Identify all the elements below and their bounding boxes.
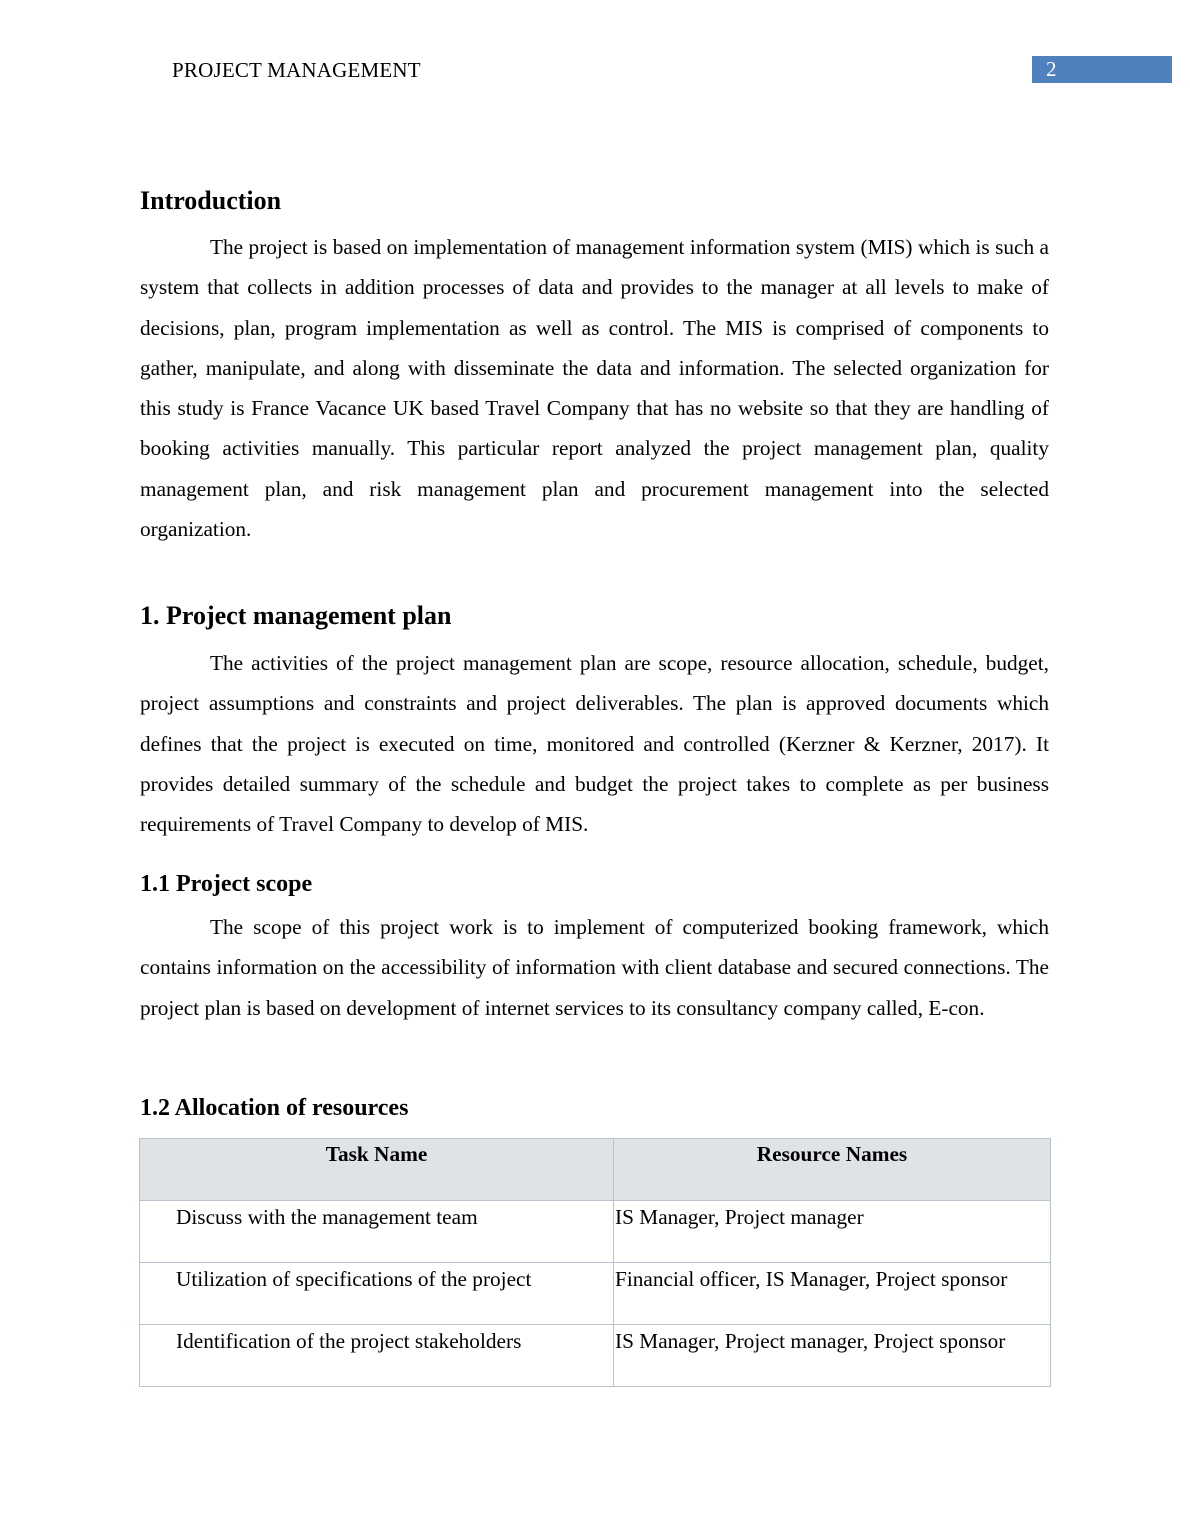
resource-cell: IS Manager, Project manager (614, 1201, 1051, 1263)
table-row (140, 1263, 1051, 1325)
intro-paragraph: The project is based on implementation of management information system (MIS) which is such a system that collects in addition processes of data and provides to the manager at all levels to make of decisions, plan, program implementation as well as control. The MIS is comprised of components to gather, manipulate, and along with disseminate the data and information. The selected organization for this study is France Vacance UK based Travel Company that has no website so that they are handling of booking activities manually. This particular report analyzed the project management plan, quality management plan, and risk management plan and procurement management into the selected organization. (140, 235, 1049, 542)
table-header-row (140, 1139, 1051, 1201)
intro-heading: Introduction (140, 186, 282, 215)
table-header-task: Task Name (140, 1139, 614, 1201)
section1-2-heading: 1.2 Allocation of resources (140, 1095, 409, 1121)
table-header-resources: Resource Names (614, 1139, 1051, 1201)
section1-heading: 1. Project management plan (140, 601, 452, 630)
section1-1-heading: 1.1 Project scope (140, 871, 313, 897)
running-head: PROJECT MANAGEMENT (172, 58, 421, 82)
task-cell: Utilization of specifications of the project (140, 1263, 614, 1325)
resource-cell: IS Manager, Project manager, Project sponsor (614, 1325, 1051, 1387)
table-row (140, 1325, 1051, 1387)
section1-paragraph: The activities of the project management plan are scope, resource allocation, schedule, budget, project assumptions and constraints and project deliverables. The plan is approved documents which defines that the project is executed on time, monitored and controlled (Kerzner & Kerzner, 2017). It provides detailed summary of the schedule and budget the project takes to complete as per business requirements of Travel Company to develop of MIS. (140, 651, 1049, 837)
resource-allocation-table (139, 1138, 1051, 1387)
section1-1-paragraph: The scope of this project work is to implement of computerized booking framework, which contains information on the accessibility of information with client database and secured connections. The project plan is based on development of internet services to its consultancy company called, E-con. (140, 915, 1049, 1020)
task-cell: Discuss with the management team (140, 1201, 614, 1263)
page-number: 2 (1032, 56, 1172, 83)
table-row (140, 1201, 1051, 1263)
task-cell: Identification of the project stakeholders (140, 1325, 614, 1387)
resource-cell: Financial officer, IS Manager, Project sponsor (614, 1263, 1051, 1325)
